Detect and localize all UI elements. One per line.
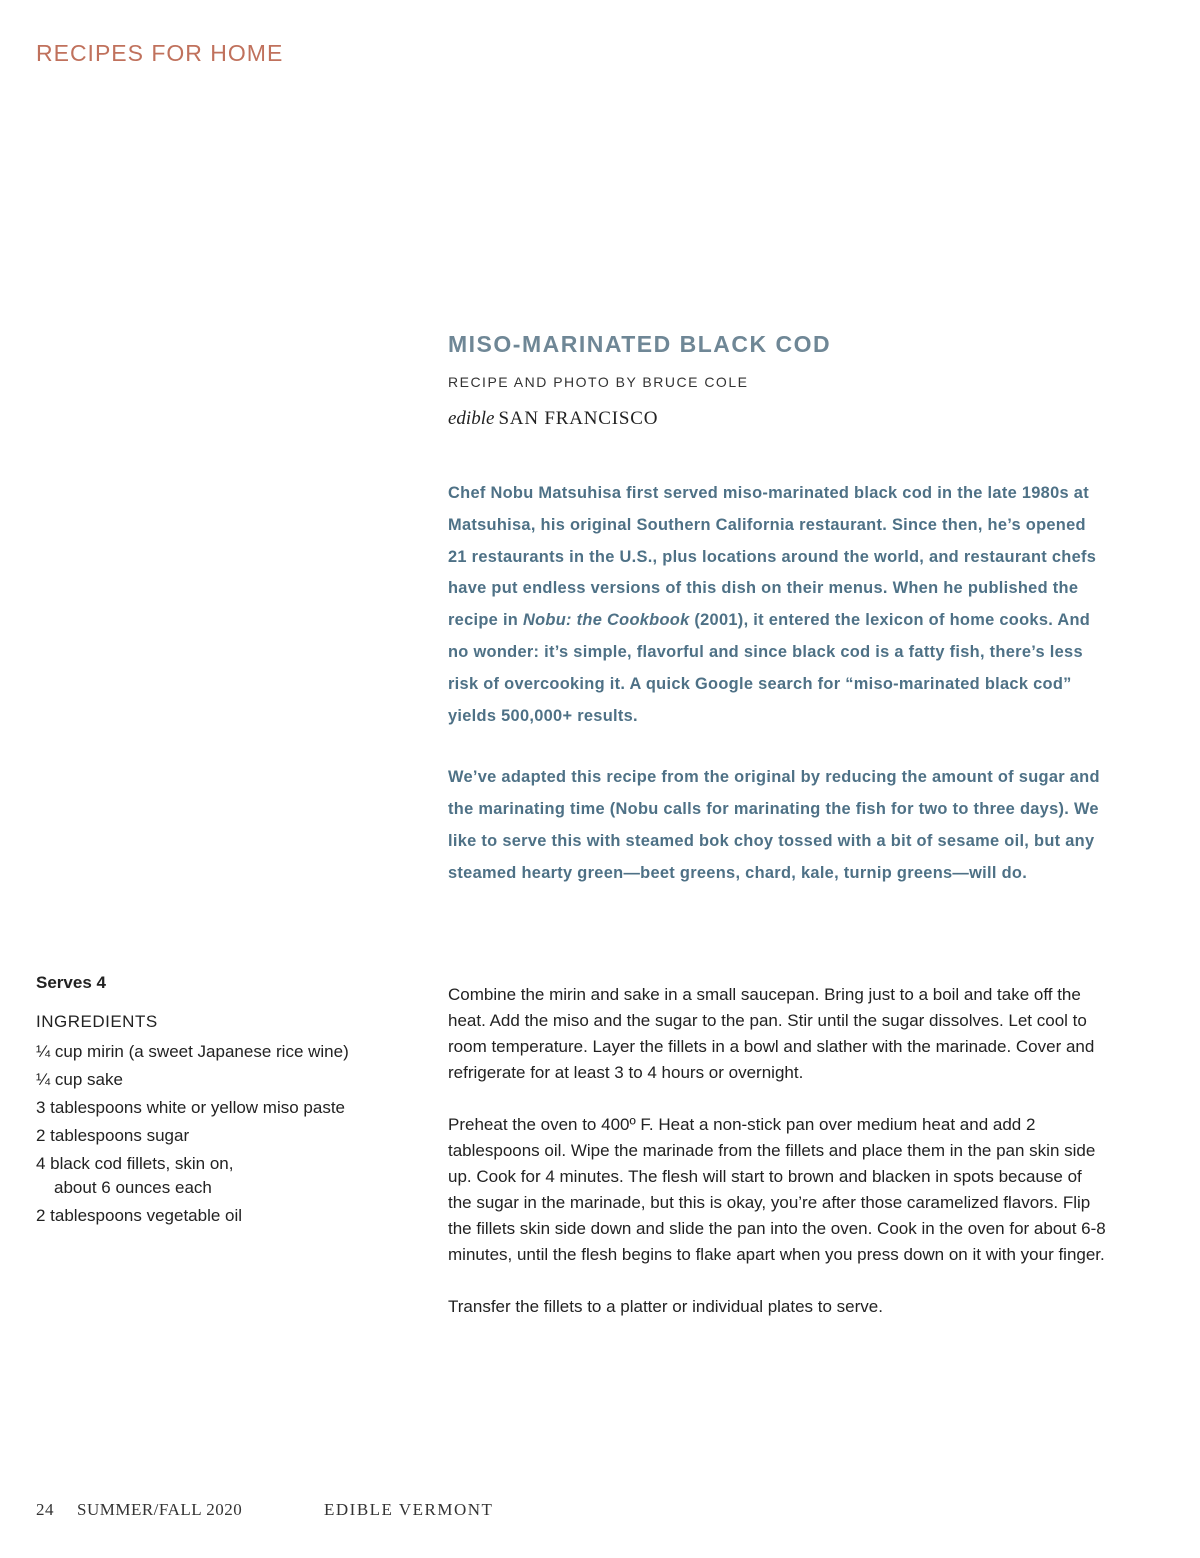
issue-label: SUMMER/FALL 2020 (77, 1500, 243, 1519)
ingredient-item: 2 tablespoons vegetable oil (36, 1206, 243, 1225)
recipe-byline: RECIPE AND PHOTO BY BRUCE COLE (448, 374, 749, 390)
source-name: SAN FRANCISCO (498, 408, 659, 429)
intro-p1-text-a: Chef Nobu Matsuhisa first served miso-marinated black cod in the late 1980s at Matsuhisa, his original Southern California restaurant. Since then, he’s opened 21 restaurants in the U.S., plus locations around the world, and restaurant chefs have put endless versions of this dish on their menus. When he published the recipe in (448, 484, 1097, 630)
ingredients-heading: INGREDIENTS (36, 1012, 158, 1031)
ingredient-item: ¼ cup mirin (a sweet Japanese rice wine) (36, 1042, 349, 1061)
intro-p1-text-b: (2001), it entered the lexicon of home cooks. And no wonder: it’s simple, flavorful and since black cod is a fatty fish, there’s less risk of overcooking it. A quick Google search for “miso-marinated black cod” yields 500,000+ results. (448, 611, 1091, 725)
ingredient-item: ¼ cup sake (36, 1070, 123, 1089)
section-heading: RECIPES FOR HOME (36, 40, 284, 66)
intro-paragraph-1 (448, 478, 1108, 732)
step-paragraph: Combine the mirin and sake in a small saucepan. Bring just to a boil and take off the heat. Add the miso and the sugar to the pan. Stir until the sugar dissolves. Let cool to room temperature. Layer the fillets in a bowl and slather with the marinade. Cover and refrigerate for at least 3 to 4 hours or overnight. (448, 985, 1095, 1082)
ingredient-line: 4 black cod fillets, skin on, (36, 1154, 234, 1173)
recipe-intro (448, 478, 1108, 890)
recipe-title: MISO-MARINATED BLACK COD (448, 331, 832, 357)
ingredient-item (36, 1152, 416, 1200)
recipe-steps (448, 982, 1108, 1320)
serves-label: Serves 4 (36, 973, 106, 992)
ingredient-item: 2 tablespoons sugar (36, 1126, 190, 1145)
book-title: Nobu: the Cookbook (522, 611, 690, 630)
ingredient-continuation: about 6 ounces each (54, 1178, 212, 1197)
magazine-name: EDIBLE VERMONT (324, 1500, 494, 1519)
source-prefix: edible (448, 408, 495, 429)
intro-paragraph-2: We’ve adapted this recipe from the original by reducing the amount of sugar and the marinating time (Nobu calls for marinating the fish for two to three days). We like to serve this with steamed bok choy tossed with a bit of sesame oil, but any steamed hearty green—beet greens, chard, kale, turnip greens—will do. (448, 768, 1100, 882)
step-paragraph: Transfer the fillets to a platter or individual plates to serve. (448, 1297, 883, 1316)
ingredients-list (36, 1040, 416, 1232)
recipe-source (448, 408, 658, 430)
page-number: 24 (36, 1500, 54, 1519)
step-paragraph: Preheat the oven to 400º F. Heat a non-stick pan over medium heat and add 2 tablespoons oil. Wipe the marinade from the fillets and place them in the pan skin side up. Cook for 4 minutes. The flesh will start to brown and blacken in spots because of the sugar in the marinade, but this is okay, you’re after those caramelized flavors. Flip the fillets skin side down and slide the pan into the oven. Cook in the oven for about 6-8 minutes, until the flesh begins to flake apart when you press down on it with your finger. (448, 1115, 1106, 1264)
ingredient-item: 3 tablespoons white or yellow miso paste (36, 1098, 345, 1117)
